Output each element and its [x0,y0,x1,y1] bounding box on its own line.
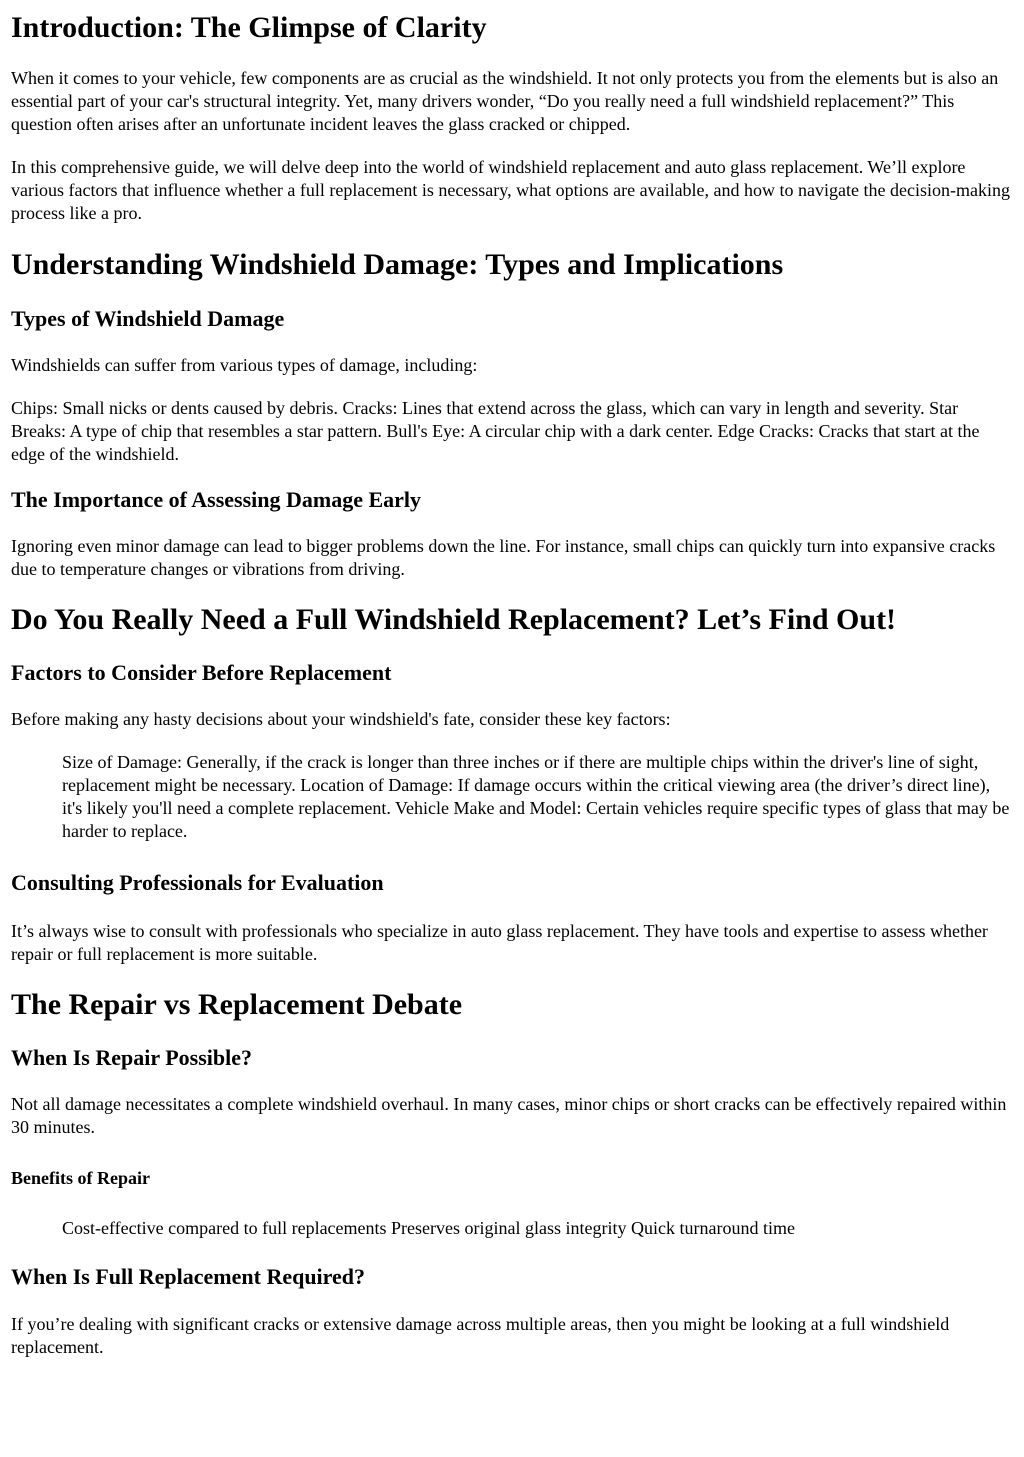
debate-benefits-list: Cost-effective compared to full replacements Preserves original glass integrity Quick turnaround time [62,1218,795,1238]
damage-early-heading: The Importance of Assessing Damage Early [11,487,422,512]
damage-heading: Understanding Windshield Damage: Types and Implications [11,248,784,281]
debate-repair-heading: When Is Repair Possible? [11,1045,253,1070]
damage-early-text: Ignoring even minor damage can lead to bigger problems down the line. For instance, small chips can quickly turn into expansive cracks due to temperature changes or vibrations from driving. [11,536,996,579]
need-consult-text: It’s always wise to consult with professionals who specialize in auto glass replacement. They have tools and expertise to assess whether repair or full replacement is more suitable. [11,921,988,964]
debate-benefits-heading: Benefits of Repair [11,1168,150,1188]
intro-heading: Introduction: The Glimpse of Clarity [11,11,487,44]
debate-full-text: If you’re dealing with significant cracks or extensive damage across multiple areas, then you might be looking at a full windshield replacement. [11,1314,950,1357]
need-factors-list: Size of Damage: Generally, if the crack is longer than three inches or if there are multiple chips within the driver's line of sight, replacement might be necessary. Location of Damage: If damage occurs within the critical viewing area (the driver’s direct line), it's likely you'll need a complete replacement. Vehicle Make and Model: Certain vehicles require specific types of glass that may be harder to replace. [62,752,1010,841]
damage-types-heading: Types of Windshield Damage [11,306,285,331]
debate-repair-text: Not all damage necessitates a complete windshield overhaul. In many cases, minor chips or short cracks can be effectively repaired within 30 minutes. [11,1094,1007,1137]
intro-paragraph-2: In this comprehensive guide, we will delve deep into the world of windshield replacement and auto glass replacement. We’ll explore various factors that influence whether a full replacement is necessary, what options are available, and how to navigate the decision-making process like a pro. [11,157,1010,223]
intro-paragraph-1: When it comes to your vehicle, few components are as crucial as the windshield. It not only protects you from the elements but is also an essential part of your car's structural integrity. Yet, many drivers wonder, “Do you really need a full windshield replacement?” This question often arises after an unfortunate incident leaves the glass cracked or chipped. [11,68,999,134]
damage-types-list: Chips: Small nicks or dents caused by debris. Cracks: Lines that extend across the glass, which can vary in length and severity. Star Breaks: A type of chip that resembles a star pattern. Bull's Eye: A circular chip with a dark center. Edge Cracks: Cracks that start at the edge of the windshield. [11,398,980,464]
need-heading: Do You Really Need a Full Windshield Replacement? Let’s Find Out! [11,603,897,636]
damage-types-intro: Windshields can suffer from various types of damage, including: [11,355,478,375]
debate-full-heading: When Is Full Replacement Required? [11,1264,366,1289]
need-consult-heading: Consulting Professionals for Evaluation [11,870,384,895]
need-factors-intro: Before making any hasty decisions about your windshield's fate, consider these key factors: [11,709,671,729]
debate-heading: The Repair vs Replacement Debate [11,988,463,1021]
need-factors-heading: Factors to Consider Before Replacement [11,660,392,685]
article [0,11,1024,1359]
